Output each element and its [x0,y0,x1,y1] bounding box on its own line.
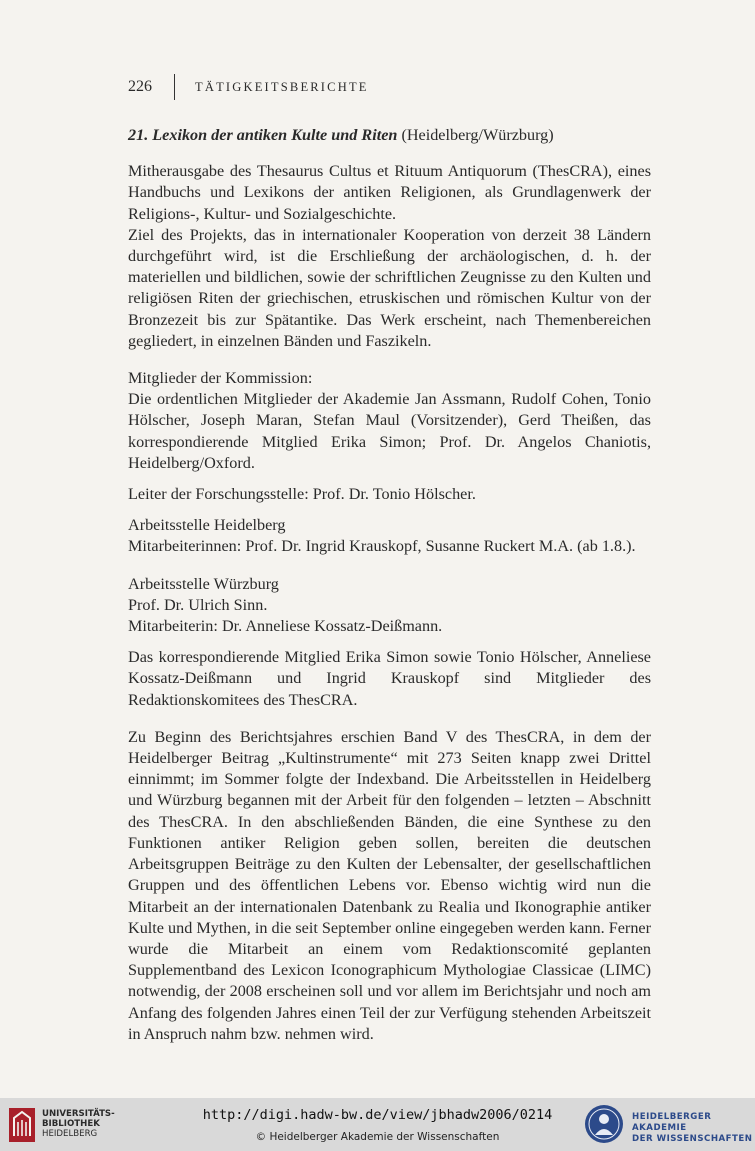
section-heading [128,125,651,146]
intro-paragraph-2: Ziel des Projekts, das in internationaler Kooperation von derzeit 38 Ländern durchgeführt wird, ist die Erschließung der archäologischen, d. h. der materiellen und bildlichen, sowie der schriftlichen Zeugnisse zu den Kulten und religiösen Riten der griechischen, etruskischen und römischen Kultur von der Bronzezeit bis zur Spätantike. Das Werk erscheint, nach Themenbereichen gegliedert, in einzelnen Bänden und Faszikeln. [128,225,651,350]
academy-name-line2: DER WISSENSCHAFTEN [632,1134,753,1144]
wuerzburg-label: Arbeitsstelle Würzburg [128,574,279,593]
report-paragraph: Zu Beginn des Berichtsjahres erschien Band V des ThesCRA, in dem der Heidelberger Beitrag „Kultinstrumente“ mit 273 Seiten knapp zwei Drittel einnimmt; im Sommer folgte der Indexband. Die Arbeitsstellen in Heidelberg und Würzburg begannen mit der Arbeit für den folgenden – letzten – Abschnitt des ThesCRA. In den abschließenden Bänden, die eine Synthese zu den Funktionen antiker Religion geben sollen, bereiten die deutschen Arbeitsgruppen Beiträge zu den Kulten der Lebensalter, der gesellschaftlichen Gruppen und des öffentlichen Lebens vor. Ebenso wichtig wird nun die Mitarbeit an der internationalen Datenbank zu Realia und Ikonographie antiker Kulte und Mythen, in die seit September online eingegeben werden kann. Ferner wurde die Mitarbeit an einem vom Redaktionscomité geplanten Supplementband des Lexicon Iconographicum Mythologiae Classicae (LIMC) notwendig, der 2008 erscheinen soll und vor allem im Berichtsjahr und noch am Anfang des folgenden Jahres einen Teil der zur Verfügung stehenden Arbeitszeit in Anspruch nahm bzw. nehmen wird. [128,727,651,1043]
page-header [128,76,369,98]
academy-name-line1: HEIDELBERGER AKADEMIE [632,1112,712,1133]
academy-name[interactable] [632,1112,755,1145]
section-number: 21. [128,126,149,144]
running-title: TÄTIGKEITSBERICHTE [195,79,369,94]
viewer-footer [0,1098,755,1151]
commission-members: Die ordentlichen Mitglieder der Akademie Jan Assmann, Rudolf Cohen, Tonio Hölscher, Joseph Maran, Stefan Maul (Vorsitzender), Gerd Theißen, das korrespondierende Mitglied Erika Simon; Prof. Dr. Angelos Chaniotis, Heidelberg/Oxford. [128,390,651,472]
section-content [128,125,651,1045]
wuerzburg-head: Prof. Dr. Ulrich Sinn. [128,595,268,614]
page-number: 226 [128,78,152,95]
commission-label: Mitglieder der Kommission: [128,369,313,388]
permalink-url[interactable]: http://digi.hadw-bw.de/view/jbhadw2006/0214 [202,1107,553,1123]
library-name-line1: UNIVERSITÄTS- [42,1109,115,1119]
intro-paragraph-1: Mitherausgabe des Thesaurus Cultus et Rituum Antiquorum (ThesCRA), eines Handbuchs und Lexikons der antiken Religionen, als Grundlagenwerk der Religions-, Kultur- und Sozialgeschichte. [128,162,651,223]
committee-paragraph: Das korrespondierende Mitglied Erika Simon sowie Tonio Hölscher, Anneliese Kossatz-Deißmann und Ingrid Krauskopf sind Mitglieder des Redaktionskomitees des ThesCRA. [128,648,651,709]
copyright-notice: © Heidelberger Akademie der Wissenschaften [255,1131,500,1143]
academy-seal-icon[interactable] [584,1104,624,1144]
heidelberg-label: Arbeitsstelle Heidelberg [128,516,286,535]
section-location: (Heidelberg/Würzburg) [401,126,554,144]
library-name-line2: BIBLIOTHEK [42,1119,100,1129]
heidelberg-staff: Mitarbeiterinnen: Prof. Dr. Ingrid Krauskopf, Susanne Ruckert M.A. (ab 1.8.). [128,537,636,556]
wuerzburg-staff: Mitarbeiterin: Dr. Anneliese Kossatz-Deißmann. [128,617,443,636]
header-divider [174,74,175,100]
section-title: Lexikon der antiken Kulte und Riten [152,126,398,144]
research-leader: Leiter der Forschungsstelle: Prof. Dr. Tonio Hölscher. [128,485,476,504]
library-name-line3: HEIDELBERG [42,1129,98,1139]
